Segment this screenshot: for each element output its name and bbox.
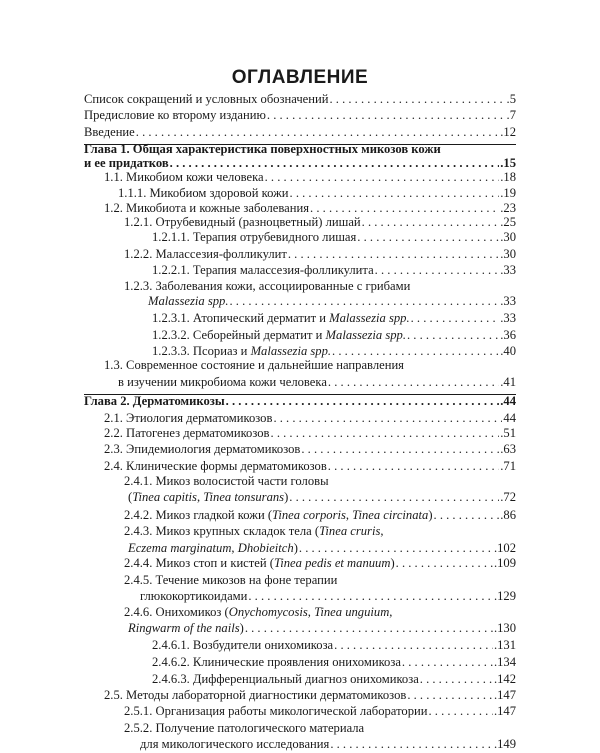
- toc-entry-page: .44: [500, 394, 516, 408]
- toc-leader-dots: [288, 246, 499, 262]
- toc-entry-label: 2.4.6.1. Возбудители онихомикоза: [152, 638, 334, 652]
- toc-entry-label: 2.4.1. Микоз волосистой части головы: [124, 474, 329, 488]
- toc-entry-page: .30: [500, 230, 516, 244]
- toc-entry-label: 2.4.6.2. Клинические проявления онихомикоза: [152, 655, 401, 669]
- toc-entry-page: .36: [500, 328, 516, 342]
- toc-entry: [104, 425, 516, 442]
- toc-entry-page: .129: [493, 589, 516, 603]
- toc-entry-label: 2.4. Клинические формы дерматомикозов: [104, 459, 327, 473]
- toc-leader-dots: [248, 588, 493, 604]
- toc-leader-dots: [402, 654, 493, 670]
- toc-entry-page: .23: [500, 201, 516, 215]
- toc-entry: [124, 507, 516, 524]
- toc-entry-label: 1.2.1. Отрубевидный (разноцветный) лишай: [124, 215, 361, 229]
- toc-entry: [152, 637, 516, 654]
- toc-leader-dots: [428, 703, 492, 719]
- toc-entry-label: 2.4.2. Микоз гладкой кожи (Tinea corporis, Tinea circinata): [124, 508, 433, 522]
- toc-entry: [104, 169, 516, 186]
- toc-entry-label: Введение: [84, 125, 135, 139]
- toc-leader-dots: [434, 507, 500, 523]
- toc-entry: [104, 441, 516, 458]
- toc-entry-label: 1.1. Микобиом кожи человека: [104, 170, 264, 184]
- toc-leader-dots: [329, 91, 505, 107]
- toc-leader-dots: [362, 214, 500, 230]
- toc-leader-dots: [301, 441, 499, 457]
- toc-entry-label: 1.2.3. Заболевания кожи, ассоциированные с грибами: [124, 279, 411, 293]
- toc-entry: [104, 357, 516, 374]
- toc-leader-dots: [328, 458, 499, 474]
- toc-leader-dots: [290, 185, 500, 201]
- toc-entry-page: .33: [500, 294, 516, 308]
- toc-leader-dots: [267, 107, 506, 123]
- toc-entry-page: .147: [493, 688, 516, 702]
- toc-entry: [152, 327, 516, 344]
- toc-entry-label: 1.3. Современное состояние и дальнейшие направления: [104, 358, 404, 372]
- toc-leader-dots: [407, 327, 499, 343]
- toc-entry-label: 1.2.3.1. Атопический дерматит и Malassezia spp.: [152, 311, 410, 325]
- toc-leader-dots: [407, 687, 493, 703]
- toc-entry-label: Предисловие ко второму изданию: [84, 108, 266, 122]
- toc-leader-dots: [375, 262, 500, 278]
- toc-entry-page: .7: [506, 108, 516, 122]
- toc-entry-label: 1.2.2. Малассезия-фолликулит: [124, 247, 287, 261]
- toc-entry: [152, 229, 516, 246]
- toc-leader-dots: [265, 169, 500, 185]
- toc-entry-label: 1.2. Микобиота и кожные заболевания: [104, 201, 310, 215]
- toc-entry: [152, 671, 516, 688]
- toc-entry-page: .5: [506, 92, 516, 106]
- toc-leader-dots: [334, 637, 493, 653]
- toc-entry-page: .19: [500, 186, 516, 200]
- toc-entry: [152, 310, 516, 327]
- toc-entry-label: 2.5. Методы лабораторной диагностики дерматомикозов: [104, 688, 407, 702]
- toc-entry-label: 2.4.5. Течение микозов на фоне терапии: [124, 573, 338, 587]
- toc-entry-page: .63: [500, 442, 516, 456]
- toc-entry-page: .131: [493, 638, 516, 652]
- toc-leader-dots: [273, 410, 502, 426]
- toc-entry: [124, 555, 516, 572]
- toc-entry: [148, 293, 516, 310]
- toc-entry-page: .33: [500, 263, 516, 277]
- toc-entry: [118, 374, 516, 391]
- toc-entry-label: 1.2.1.1. Терапия отрубевидного лишая: [152, 230, 357, 244]
- toc-leader-dots: [328, 374, 499, 390]
- toc-leader-dots: [420, 671, 493, 687]
- toc-entry-page: .130: [493, 621, 516, 635]
- toc-leader-dots: [271, 425, 500, 441]
- toc-entry: [84, 393, 516, 410]
- toc-entry-page: .41: [500, 375, 516, 389]
- toc-leader-dots: [396, 555, 493, 571]
- toc-entry-page: .33: [500, 311, 516, 325]
- toc-entry-label: 2.5.2. Получение патологического материала: [124, 721, 365, 735]
- toc-leader-dots: [136, 124, 499, 140]
- toc-entry-label: 2.5.1. Организация работы микологической лаборатории: [124, 704, 428, 718]
- toc-entry-label: 2.3. Эпидемиология дерматомикозов: [104, 442, 301, 456]
- toc-leader-dots: [245, 620, 493, 636]
- toc-entry-label: 2.2. Патогенез дерматомикозов: [104, 426, 270, 440]
- toc-entry: [124, 246, 516, 263]
- toc-entry-page: .15: [500, 156, 516, 170]
- toc-entry-page: .72: [500, 490, 516, 504]
- toc-entry: [124, 604, 516, 621]
- toc-entry-label: Eczema marginatum, Dhobieitch): [128, 541, 298, 555]
- toc-entry-label: 2.4.6. Онихомикоз (Onychomycosis, Tinea unguium,: [124, 605, 393, 619]
- toc-entry: [128, 489, 516, 506]
- toc-entry-page: 44: [503, 411, 516, 425]
- toc-entry: [84, 124, 516, 141]
- toc-leader-dots: [289, 489, 499, 505]
- toc-entry-page: .149: [493, 737, 516, 751]
- toc-entry-page: .40: [500, 344, 516, 358]
- toc-entry: [152, 262, 516, 279]
- toc-entry: [124, 572, 516, 589]
- toc-entry-label: (Tinea capitis, Tinea tonsurans): [128, 490, 289, 504]
- toc-entry-page: .18: [500, 170, 516, 184]
- page-title: ОГЛАВЛЕНИЕ: [231, 67, 369, 88]
- toc-entry: [152, 654, 516, 671]
- toc-entry-label: 2.4.6.3. Дифференциальный диагноз онихомикоза: [152, 672, 419, 686]
- toc-entry: [84, 91, 516, 108]
- toc-entry-label: 2.1. Этиология дерматомикозов: [104, 411, 273, 425]
- toc-entry: [124, 523, 516, 540]
- toc-entry-page: .109: [493, 556, 516, 570]
- toc-entry: [124, 703, 516, 720]
- toc-entry-page: .102: [493, 541, 516, 555]
- toc-leader-dots: [411, 310, 500, 326]
- toc-leader-dots: [357, 229, 499, 245]
- toc-entry-page: .147: [493, 704, 516, 718]
- toc-entry-page: .51: [500, 426, 516, 440]
- toc-entry: [84, 107, 516, 124]
- toc-entry-label: глюкокортикоидами: [140, 589, 248, 603]
- toc-entry-page: .12: [500, 125, 516, 139]
- toc-entry-label: Ringwarm of the nails): [128, 621, 244, 635]
- toc-entry: [140, 736, 516, 753]
- toc-entry-page: .71: [500, 459, 516, 473]
- toc-entry-label: и ее придатков: [84, 156, 169, 170]
- toc-entry: [128, 620, 516, 637]
- toc-entry-label: Глава 1. Общая характеристика поверхностных микозов кожи: [84, 142, 441, 156]
- toc-leader-dots: [229, 293, 499, 309]
- toc-entry-label: для микологического исследования: [140, 737, 330, 751]
- toc-entry-label: Список сокращений и условных обозначений: [84, 92, 329, 106]
- toc-entry-label: 2.4.3. Микоз крупных складок тела (Tinea cruris,: [124, 524, 384, 538]
- toc-entry-page: .142: [493, 672, 516, 686]
- toc-entry: [124, 720, 516, 737]
- toc-entry-label: в изучении микробиома кожи человека: [118, 375, 327, 389]
- toc-leader-dots: [226, 393, 500, 409]
- toc-entry-label: 2.4.4. Микоз стоп и кистей (Tinea pedis et manuum): [124, 556, 395, 570]
- toc-entry-label: Malassezia spp.: [148, 294, 229, 308]
- toc-entry-page: .86: [500, 508, 516, 522]
- toc-entry: [104, 687, 516, 704]
- toc-entry: [124, 473, 516, 490]
- toc-leader-dots: [299, 540, 493, 556]
- toc-entry: [140, 588, 516, 605]
- toc-entry-label: 1.2.3.3. Псориаз и Malassezia spp.: [152, 344, 332, 358]
- toc-entry-page: .134: [493, 655, 516, 669]
- toc-entry-label: 1.2.3.2. Себорейный дерматит и Malassezia spp.: [152, 328, 406, 342]
- toc-entry-label: Глава 2. Дерматомикозы: [84, 394, 225, 408]
- toc-entry-page: .25: [500, 215, 516, 229]
- toc-entry-label: 1.1.1. Микобиом здоровой кожи: [118, 186, 289, 200]
- toc-entry-page: .30: [500, 247, 516, 261]
- toc-entry-label: 1.2.2.1. Терапия малассезия-фолликулита: [152, 263, 374, 277]
